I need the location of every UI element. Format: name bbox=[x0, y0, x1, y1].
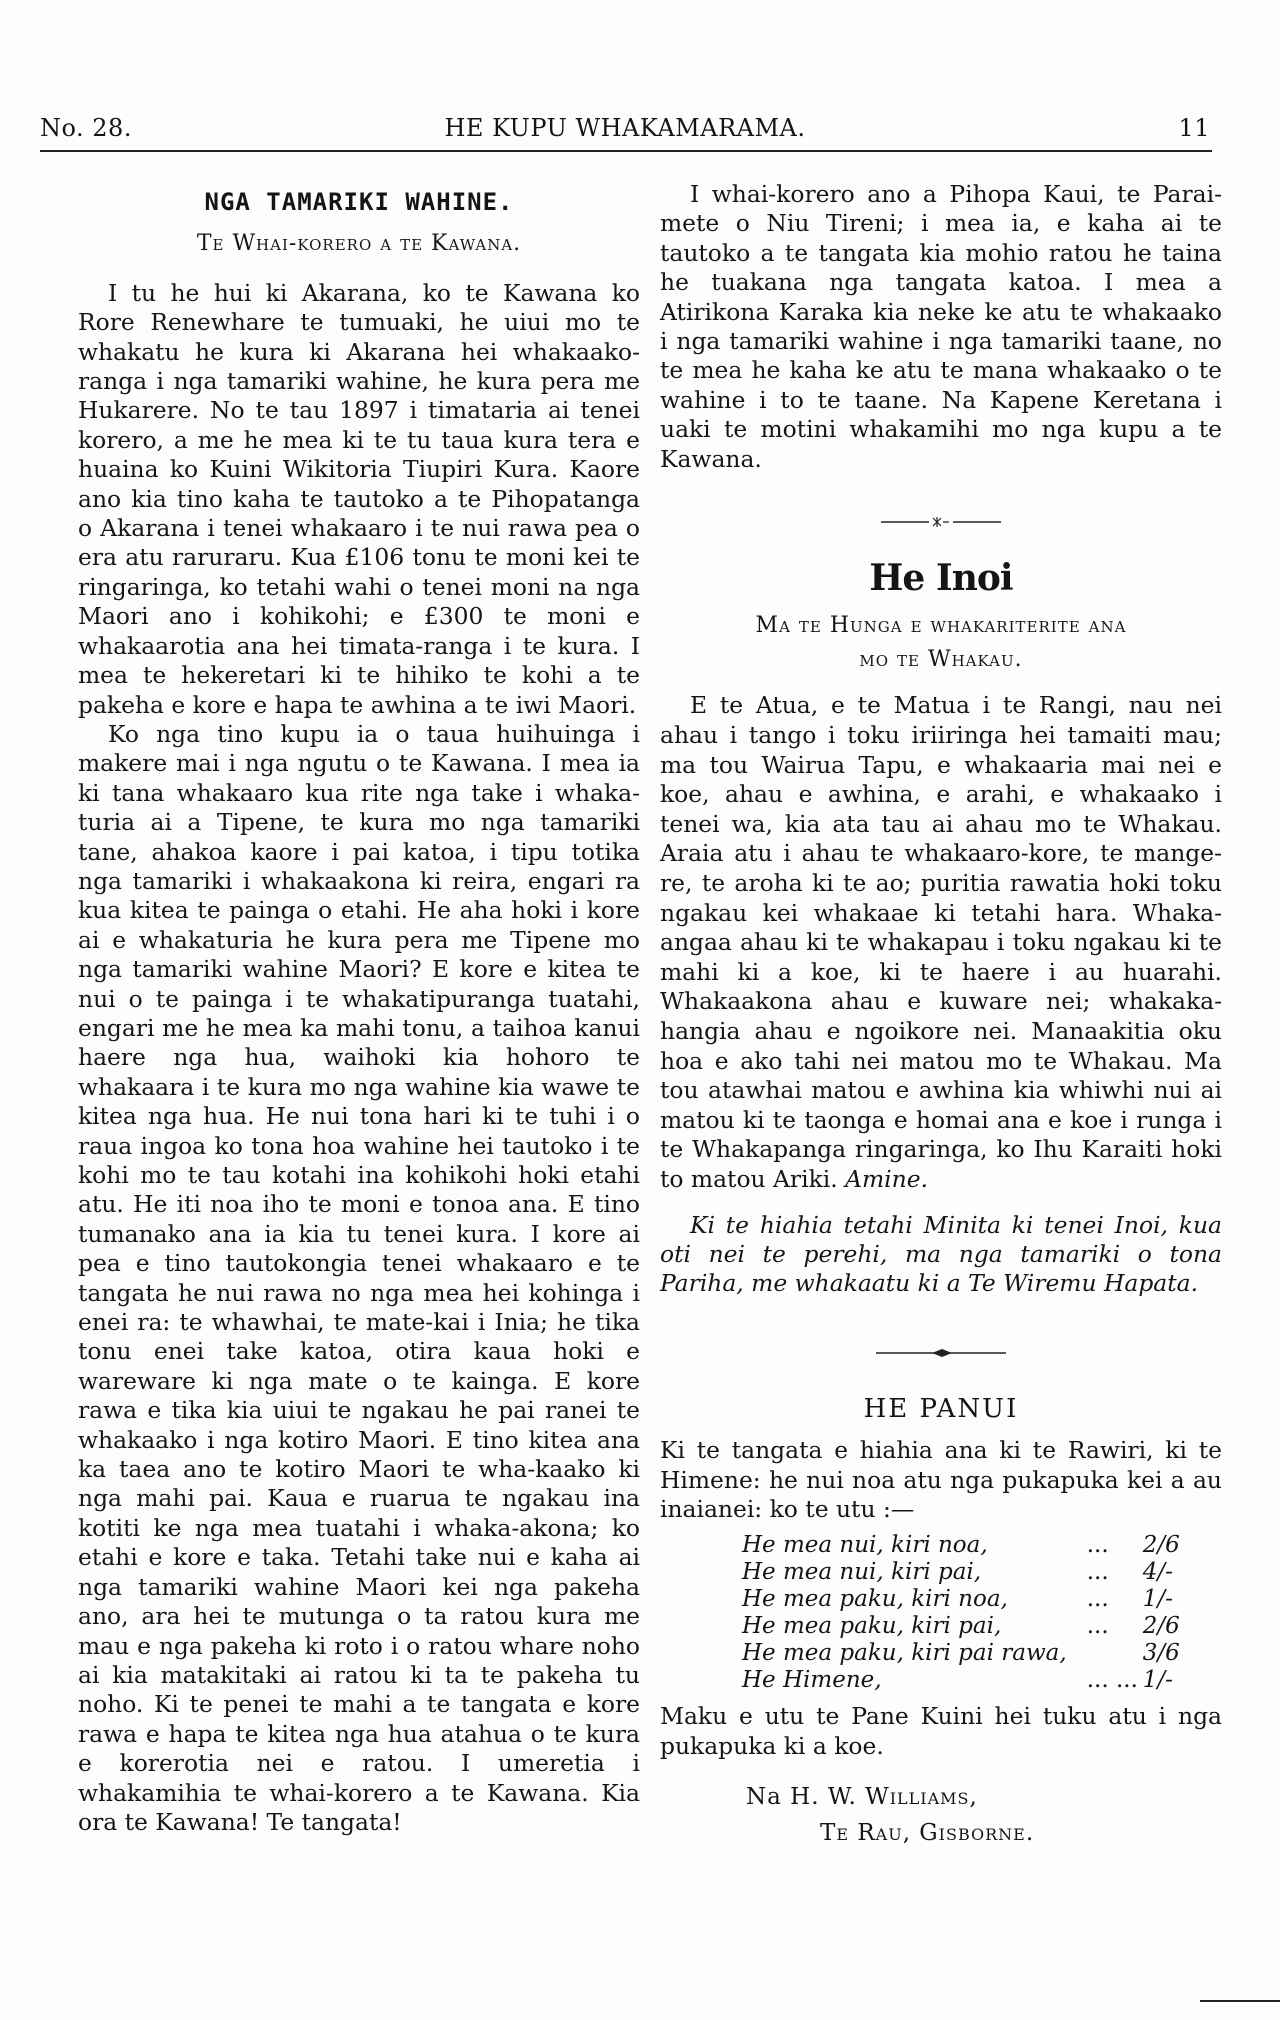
price-dots: ... bbox=[1086, 1559, 1109, 1586]
article-continuation: I whai-korero ano a Pihopa Kaui, te Parai-mete o Niu Tireni; i mea ia, e kaha ai te tautoko a te tangata kia mohio ratou he taina he tuakana nga tangata katoa. I mea a Atirikona Karaka kia neke ke atu te whakaako i nga tamariki wahine i nga tamariki taane, no te mea he kaha ke atu te mana whakaako o te wahine i to te taane. Na Kapene Keretana i uaki te motini whakamihi mo nga kupu a te Kawana. bbox=[660, 180, 1222, 473]
price-item: He mea paku, kiri noa, bbox=[742, 1586, 1008, 1613]
prayer-subtitle-line-1: Ma te Hunga e whakariterite ana bbox=[755, 613, 1127, 639]
publication-title: HE KUPU WHAKAMARAMA. bbox=[444, 114, 806, 142]
price-row bbox=[742, 1613, 1193, 1640]
price-row bbox=[742, 1559, 1193, 1586]
issue-number: No. 28. bbox=[40, 114, 132, 142]
signature-prefix: Na H. W. bbox=[746, 1784, 857, 1811]
notice-closing: Maku e utu te Pane Kuini hei tuku atu i nga pukapuka ki a koe. bbox=[660, 1702, 1222, 1760]
article-paragraph-1: I tu he hui ki Akarana, ko te Kawana ko Rore Renewhare te tumuaki, he uiui mo te whakatu he kura ki Akarana hei whakaako-ranga i nga tamariki wahine, he kura pera me Hukarere. No te tau 1897 i timataria ai tenei korero, a me he mea ki te tu taua kura tera e huaina ko Kuini Wikitoria Tiupiri Kura. Kaore ano kia tino kaha te tautoko a te Pihopatanga o Akarana i tenei whakaaro i te nui rawa pea o era atu raruraru. Kua £106 tonu te moni kei te ringaringa, ko tetahi wahi o tenei moni na nga Maori ano i kohikohi; e £300 te moni e whakaarotia ana hei timata-ranga i te kura. I mea te hekeretari ki te hihiko te kohi a te pakeha e kore e hapa te awhina a te iwi Maori. bbox=[78, 278, 640, 719]
price-dots: ... bbox=[1086, 1613, 1109, 1640]
price-dots: ... bbox=[1086, 1532, 1109, 1559]
header-rule bbox=[40, 150, 1212, 152]
section-divider-ornament bbox=[881, 516, 1001, 528]
running-header bbox=[40, 114, 1210, 148]
section-divider-rule bbox=[876, 1347, 1006, 1359]
price-row bbox=[742, 1532, 1193, 1559]
signature-surname: Williams, bbox=[865, 1784, 978, 1811]
notice-intro: Ki te tangata e hiahia ana ki te Rawiri, ki te Himene: he nui noa atu nga pukapuka kei a au inaianei: ko te utu :— bbox=[660, 1436, 1222, 1523]
price-row bbox=[742, 1586, 1193, 1613]
prayer-subtitle-line-2: mo te Whakau. bbox=[859, 647, 1023, 673]
prayer-note: Ki te hiahia tetahi Minita ki tenei Inoi, kua oti nei te perehi, ma nga tamariki o tona Pariha, me whakaatu ki a Te Wiremu Hapata. bbox=[660, 1210, 1222, 1298]
price-dots bbox=[1067, 1640, 1143, 1667]
price-item: He mea paku, kiri pai rawa, bbox=[742, 1640, 1067, 1667]
price-item: He mea paku, kiri pai, bbox=[742, 1613, 1002, 1640]
price-row bbox=[742, 1640, 1193, 1667]
price-value: 1/- bbox=[1142, 1586, 1173, 1613]
price-value: 2/6 bbox=[1142, 1613, 1180, 1640]
prayer-subtitle bbox=[660, 609, 1222, 677]
price-dots: ... bbox=[1086, 1586, 1109, 1613]
signature-place: Te Rau, Gisborne. bbox=[820, 1819, 1035, 1846]
price-list bbox=[742, 1532, 1193, 1694]
price-dots: ... ... bbox=[1086, 1667, 1138, 1694]
price-value: 4/- bbox=[1142, 1559, 1173, 1586]
article-subtitle: Te Whai-korero a te Kawana. bbox=[196, 231, 522, 257]
price-row bbox=[742, 1667, 1193, 1694]
notice-title: HE PANUI bbox=[863, 1393, 1019, 1424]
article-title: NGA TAMARIKI WAHINE. bbox=[204, 188, 514, 216]
prayer-text bbox=[660, 691, 1222, 1194]
price-item: He Himene, bbox=[742, 1667, 882, 1694]
prayer-body: E te Atua, e te Matua i te Rangi, nau nei ahau i tango i toku iriiringa hei tamaiti mau; ma tou Wairua Tapu, e whakaaria mai nei e koe, ahau e awhina, e arahi, e whakaako i tenei wa, kia ata tau ai ahau mo te Whakau. Araia atu i ahau te whakaaro-kore, te mange-re, te aroha ki te ao; puritia rawatia hoki toku ngakau kei whakaae ki tetahi hara. Whaka-angaa ahau ki te whakapau i toku ngakau ki te mahi ki a koe, ki te haere i au huarahi. Whakaakona ahau e kuware nei; whakaka-hangia ahau e ngoikore nei. Manaakitia oku hoa e ako tahi nei matou mo te Whakau. Ma tou atawhai matou e awhina kia whiwhi nui ai matou ki te taonga e homai ana e koe i runga i te Whakapanga ringaringa, ko Ihu Karaiti hoki to matou Ariki. bbox=[660, 691, 1222, 1193]
prayer-title: He Inoi bbox=[869, 557, 1013, 600]
left-column bbox=[78, 180, 640, 1837]
page-number: 11 bbox=[1178, 114, 1210, 142]
price-item: He mea nui, kiri noa, bbox=[742, 1532, 988, 1559]
article-paragraph-2: Ko nga tino kupu ia o taua huihuinga i makere mai i nga ngutu o te Kawana. I mea ia ki tana whakaaro kua rite nga take i whaka-turia ai a Tipene, te kura mo nga tamariki tane, ahakoa kaore i pai katoa, i tipu totika nga tamariki i whakaakona ki reira, engari ra kua kitea te painga o etahi. He aha hoki i kore ai e whakaturia he kura pera me Tipene mo nga tamariki wahine Maori? E kore e kitea te nui o te painga i te whakatipuranga tuatahi, engari me he mea ka mahi tonu, a taihoa kanui haere nga hua, waihoki kia hohoro te whakaara i te kura mo nga wahine kia wawe te kitea nga hua. He nui tona hari ki te tuhi i o raua ingoa ko tona hoa wahine hei tautoko i te kohi mo te tau kotahi ina kohikohi hoki etahi atu. He iti noa iho te moni e tonoa ana. E tino tumanako ana ia kia tu tenei kura. I kore ai pea e tino tautokongia tenei whakaaro e te tangata he nui rawa no nga mea hei kohinga i enei ra: te whawhai, te mate-kai i Inia; he tika tonu enei take katoa, otira kaua hoki e wareware ki nga mate o te kainga. E kore rawa e tika kia uiui te ngakau he pai ranei te whakaako i nga kotiro Maori. E tino kitea ana ka taea ano te kotiro Maori te wha-kaako ki nga mahi pai. Kaua e ruarua te ngakau ina kotiti ke nga mea tuatahi i whaka-akona; ko etahi e kore e taka. Tetahi take nui e kaha ai nga tamariki wahine Maori kei nga pakeha ano, ara hei te mutunga o ta ratou kura me mau e nga pakeha ki roto i o ratou whare noho ai kia matakitaki ai ratou ki ta te pakeha tu noho. Ki te penei te mahi a te tangata e kore rawa e hapa te kitea nga hua atahua o te kura e korerotia nei e ratou. I umeretia i whakamihia te whai-korero a te Kawana. Kia ora te Kawana! Te tangata! bbox=[78, 719, 640, 1836]
prayer-amen: Amine. bbox=[845, 1164, 929, 1193]
price-item: He mea nui, kiri pai, bbox=[742, 1559, 982, 1586]
signature-name bbox=[746, 1783, 1222, 1812]
price-value: 1/- bbox=[1142, 1667, 1173, 1694]
price-value: 2/6 bbox=[1142, 1532, 1180, 1559]
price-value: 3/6 bbox=[1142, 1640, 1180, 1667]
page-corner-rule bbox=[1200, 2000, 1280, 2002]
right-column bbox=[660, 180, 1222, 1848]
